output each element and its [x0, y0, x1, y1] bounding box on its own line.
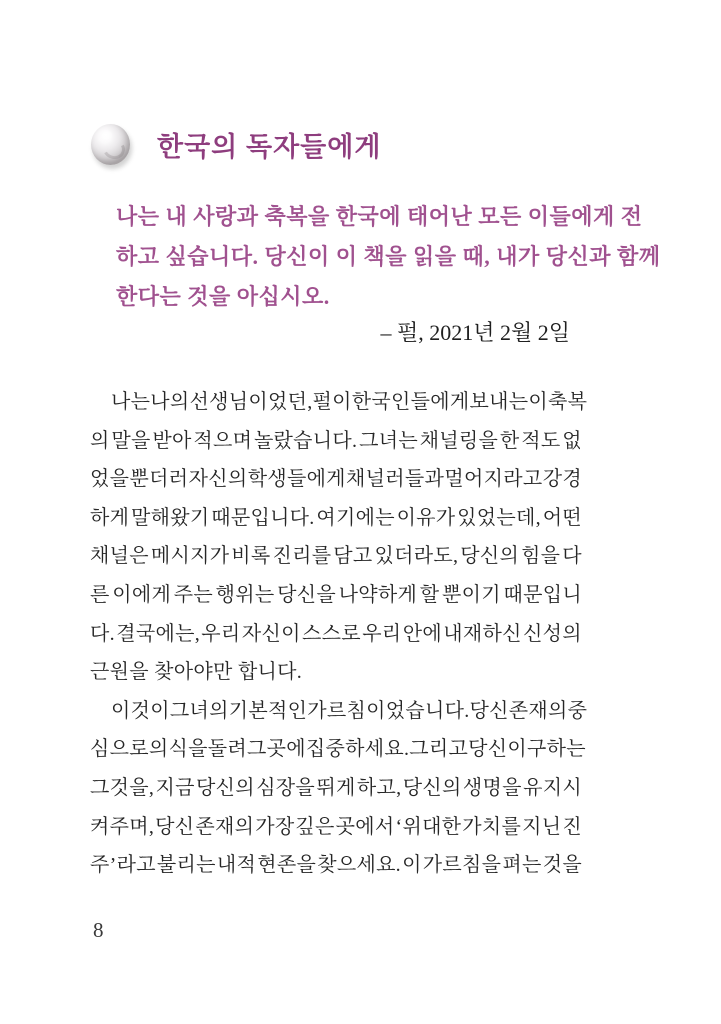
quote-line: 하고 싶습니다. 당신이 이 책을 읽을 때, 내가 당신과 함께 — [116, 244, 661, 269]
body-text-line: 었을 뿐더러 자신의 학생들에게 채널러들과 멀어지라고 강경 — [90, 468, 582, 491]
body-text-line: 채널은 메시지가 비록 진리를 담고 있더라도, 당신의 힘을 다 — [90, 545, 582, 568]
body-text-line: 켜주며, 당신 존재의 가장 깊은 곳에서 ‘위대한 가치를 지닌 진 — [90, 815, 582, 838]
body-text-line: 주’라고 불리는 내적 현존을 찾으세요. 이 가르침을 펴는 것을 — [90, 854, 582, 877]
body-text-line: 그것을, 지금 당신의 심장을 뛰게 하고, 당신의 생명을 유지시 — [90, 776, 582, 799]
body-text — [90, 383, 588, 885]
body-text-line: 의 말을 받아 적으며 놀랐습니다. 그녀는 채널링을 한 적도 없 — [90, 429, 582, 452]
pearl-icon — [91, 124, 130, 165]
page-number: 8 — [93, 918, 104, 942]
quote-attribution: – 펄, 2021년 2월 2일 — [380, 320, 570, 345]
body-text-line: 하게 말해왔기 때문입니다. 여기에는 이유가 있었는데, 어떤 — [90, 506, 582, 529]
body-text-line: 근원을 찾아야만 합니다. — [90, 661, 303, 684]
body-text-line: 나는 나의 선생님이었던, 펄이 한국인들에게 보내는 이 축복 — [111, 391, 588, 413]
body-text-line: 른 이에게 주는 행위는 당신을 나약하게 할 뿐이기 때문입니 — [90, 583, 582, 606]
chapter-title: 한국의 독자들에게 — [157, 132, 382, 162]
quote-line: 나는 내 사랑과 축복을 한국에 태어난 모든 이들에게 전 — [116, 204, 643, 229]
quote-line: 한다는 것을 아십시오. — [116, 284, 330, 309]
body-text-line: 심으로 의식을 돌려 그곳에 집중하세요. 그리고 당신이 구하는 — [90, 738, 586, 761]
body-text-line: 이것이 그녀의 기본적인 가르침이었습니다. 당신 존재의 중 — [111, 699, 588, 722]
dedication-quote — [116, 197, 661, 317]
body-text-line: 다. 결국에는, 우리 자신이 스스로 우리 안에 내재하신 신성의 — [90, 622, 582, 645]
chapter-header — [91, 124, 381, 165]
